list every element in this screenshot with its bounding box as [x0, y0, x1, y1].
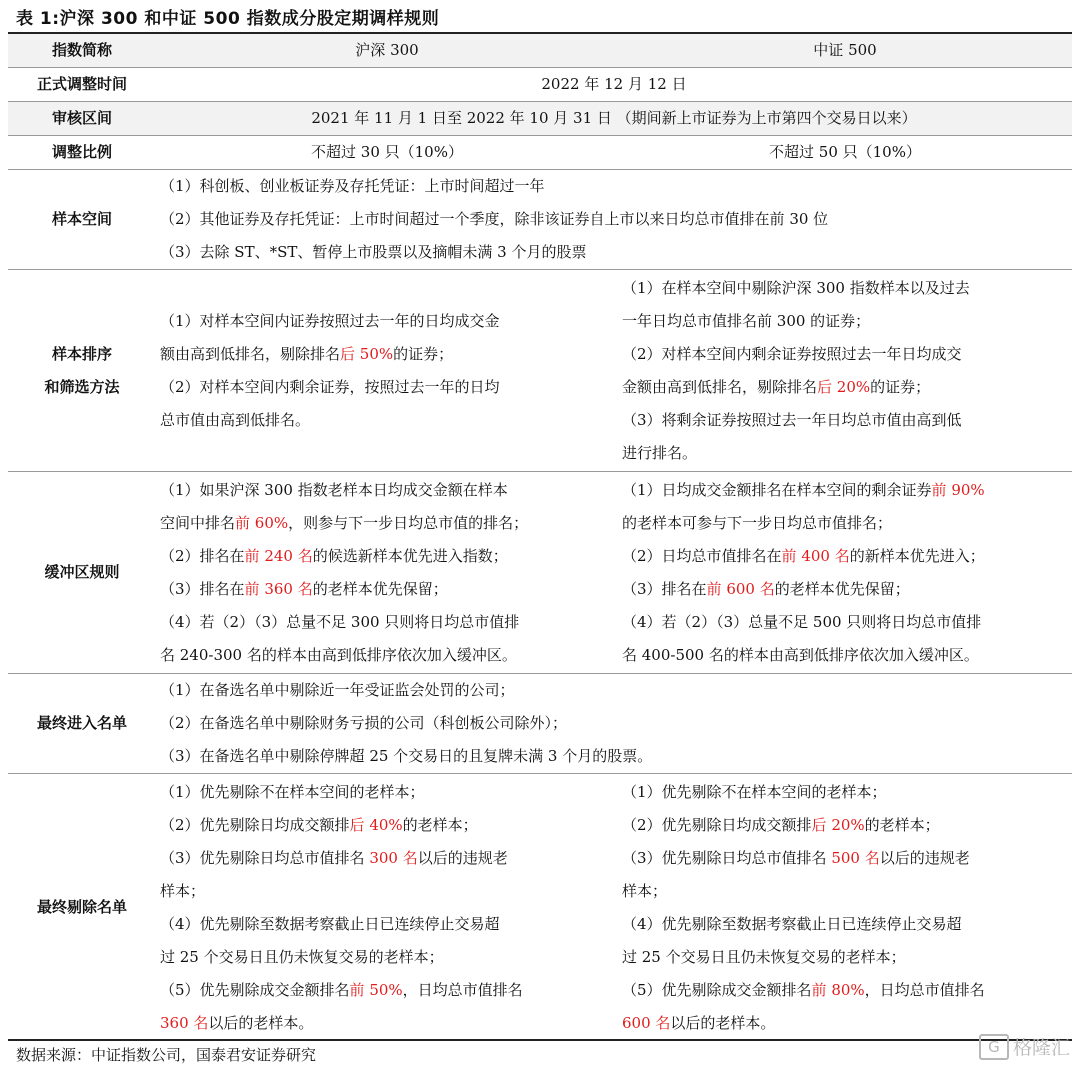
text-run: 以后的老样本。 [208, 1013, 314, 1032]
watermark-text: 格隆汇 [1012, 1037, 1070, 1059]
text-run: （2）排名在 [160, 546, 245, 565]
text-line: （1）在样本空间中剔除沪深 300 指数样本以及过去 [622, 278, 970, 297]
text-line: 过 25 个交易日且仍未恢复交易的老样本； [160, 947, 444, 966]
text-line: （1）对样本空间内证券按照过去一年的日均成交金 [160, 311, 500, 330]
ranking-label [8, 270, 156, 472]
text-run: ，日均总市值排名 [864, 980, 985, 999]
text-line [160, 974, 614, 1007]
sample-space-line-3: （3）去除 ST、*ST、暂停上市股票以及摘帽未满 3 个月的股票 [160, 243, 587, 261]
text-line [160, 842, 614, 875]
highlight-text: 后 50% [340, 344, 394, 363]
buffer-col1 [156, 472, 618, 674]
ranking-col1 [156, 270, 618, 472]
text-line: （2）对样本空间内剩余证券按照过去一年日均成交 [622, 344, 962, 363]
text-line: 过 25 个交易日且仍未恢复交易的老样本； [622, 947, 906, 966]
text-run: 额由高到低排名，剔除排名 [160, 344, 341, 363]
adjust-ratio-col2: 不超过 50 只（10%） [618, 136, 1072, 170]
highlight-text: 600 名 [622, 1013, 671, 1032]
highlight-text: 前 600 名 [706, 579, 775, 598]
buffer-col2 [618, 472, 1072, 674]
ranking-label-line-2: 和筛选方法 [44, 377, 120, 396]
text-run: （5）优先剔除成交金额排名 [160, 980, 350, 999]
bottom-rule [8, 1039, 1072, 1041]
buffer-label: 缓冲区规则 [8, 472, 156, 674]
header-label: 指数简称 [8, 34, 156, 68]
text-line: 名 400-500 名的样本由高到低排序依次加入缓冲区。 [622, 645, 979, 664]
text-run: （2）优先剔除日均成交额排 [160, 815, 350, 834]
sample-space-row [8, 170, 1072, 270]
ranking-label-line-1: 样本排序 [51, 344, 112, 363]
final-entry-label: 最终进入名单 [8, 674, 156, 774]
highlight-text: 前 60% [235, 513, 289, 532]
highlight-text: 后 20% [817, 377, 871, 396]
review-period-value: 2021 年 11 月 1 日至 2022 年 10 月 31 日 （期间新上市证券为上市第四个交易日以来） [156, 102, 1072, 136]
text-line: 总市值由高到低排名。 [160, 410, 311, 429]
text-run: （3）优先剔除日均总市值排名 [622, 848, 832, 867]
text-line: （4）若（2）（3）总量不足 500 只则将日均总市值排 [622, 612, 982, 631]
source-note: 数据来源：中证指数公司，国泰君安证券研究 [16, 1046, 317, 1064]
final-entry-row [8, 674, 1072, 774]
text-line: 样本； [160, 881, 206, 900]
final-entry-content [156, 674, 1072, 774]
text-line [160, 540, 614, 573]
text-run: 以后的违规老 [417, 848, 508, 867]
header-col1: 沪深 300 [156, 34, 618, 68]
text-line [622, 974, 1068, 1007]
adjust-ratio-label: 调整比例 [8, 136, 156, 170]
final-removal-row [8, 774, 1072, 1042]
text-run: ，则参与下一步日均总市值的排名； [288, 513, 529, 532]
highlight-text: 前 80% [811, 980, 865, 999]
watermark [979, 1033, 1070, 1060]
rules-table [8, 34, 1072, 1042]
highlight-text: 500 名 [831, 848, 880, 867]
text-run: 空间中排名 [160, 513, 236, 532]
text-line [622, 573, 1068, 606]
text-run: 的候选新样本优先进入指数； [312, 546, 508, 565]
highlight-text: 前 50% [349, 980, 403, 999]
final-removal-label: 最终剔除名单 [36, 898, 127, 917]
adjust-time-value: 2022 年 12 月 12 日 [156, 68, 1072, 102]
final-removal-col1 [156, 774, 618, 1042]
text-line [160, 507, 614, 540]
table-title: 表 1:沪深 300 和中证 500 指数成分股定期调样规则 [16, 9, 440, 29]
text-run: 以后的老样本。 [670, 1013, 776, 1032]
highlight-text: 前 240 名 [244, 546, 313, 565]
text-run: ，日均总市值排名 [402, 980, 523, 999]
header-row [8, 34, 1072, 68]
text-line: （4）若（2）（3）总量不足 300 只则将日均总市值排 [160, 612, 520, 631]
final-entry-line-2: （2）在备选名单中剔除财务亏损的公司（科创板公司除外）； [160, 714, 568, 732]
buffer-row [8, 472, 1072, 674]
text-line: （1）优先剔除不在样本空间的老样本； [160, 782, 425, 801]
sample-space-line-2: （2）其他证券及存托凭证：上市时间超过一个季度，除非该证券自上市以来日均总市值排在前 30 位 [160, 210, 829, 228]
ranking-col2 [618, 270, 1072, 472]
adjust-ratio-col1: 不超过 30 只（10%） [156, 136, 618, 170]
text-run: （5）优先剔除成交金额排名 [622, 980, 812, 999]
text-run: （1）日均成交金额排名在样本空间的剩余证券 [622, 480, 932, 499]
text-line: 一年日均总市值排名前 300 的证券； [622, 311, 871, 330]
text-line: （1）优先剔除不在样本空间的老样本； [622, 782, 887, 801]
highlight-text: 后 20% [811, 815, 865, 834]
text-line: 名 240-300 名的样本由高到低排序依次加入缓冲区。 [160, 645, 517, 664]
text-line: （4）优先剔除至数据考察截止日已连续停止交易超 [622, 914, 962, 933]
sample-space-content [156, 170, 1072, 270]
adjust-time-row [8, 68, 1072, 102]
text-run: 金额由高到低排名，剔除排名 [622, 377, 818, 396]
text-run: 的证券； [870, 377, 931, 396]
highlight-text: 前 400 名 [781, 546, 850, 565]
adjust-ratio-row [8, 136, 1072, 170]
text-line: 进行排名。 [622, 443, 698, 462]
text-line [622, 540, 1068, 573]
text-run: （3）优先剔除日均总市值排名 [160, 848, 370, 867]
highlight-text: 360 名 [160, 1013, 209, 1032]
sample-space-line-1: （1）科创板、创业板证券及存托凭证：上市时间超过一年 [160, 177, 545, 195]
text-run: 的新样本优先进入； [849, 546, 985, 565]
text-line [622, 474, 1068, 507]
text-line [160, 338, 614, 371]
text-run: （3）排名在 [622, 579, 707, 598]
text-line [622, 842, 1068, 875]
text-run: （3）排名在 [160, 579, 245, 598]
ranking-row [8, 270, 1072, 472]
text-line [160, 1007, 614, 1040]
text-run: 的老样本； [864, 815, 940, 834]
text-run: 的证券； [393, 344, 454, 363]
text-line: 样本； [622, 881, 668, 900]
text-run: （2）日均总市值排名在 [622, 546, 782, 565]
header-col2: 中证 500 [618, 34, 1072, 68]
text-line: 的老样本可参与下一步日均总市值排名； [622, 513, 893, 532]
highlight-text: 300 名 [369, 848, 418, 867]
text-line [622, 371, 1068, 404]
text-line [160, 573, 614, 606]
final-removal-col2 [618, 774, 1072, 1042]
sample-space-label: 样本空间 [8, 170, 156, 270]
text-run: 以后的违规老 [879, 848, 970, 867]
text-line: （3）将剩余证券按照过去一年日均总市值由高到低 [622, 410, 962, 429]
text-line: （2）对样本空间内剩余证券，按照过去一年的日均 [160, 377, 500, 396]
text-run: 的老样本优先保留； [312, 579, 448, 598]
text-line: （4）优先剔除至数据考察截止日已连续停止交易超 [160, 914, 500, 933]
review-period-row [8, 102, 1072, 136]
highlight-text: 后 40% [349, 815, 403, 834]
text-run: 的老样本优先保留； [774, 579, 910, 598]
review-period-label: 审核区间 [8, 102, 156, 136]
watermark-logo-icon: G [979, 1034, 1009, 1060]
text-line [622, 809, 1068, 842]
final-entry-line-3: （3）在备选名单中剔除停牌超 25 个交易日的且复牌未满 3 个月的股票。 [160, 747, 653, 765]
text-line: （1）如果沪深 300 指数老样本日均成交金额在样本 [160, 480, 508, 499]
highlight-text: 前 360 名 [244, 579, 313, 598]
highlight-text: 前 90% [931, 480, 985, 499]
text-run: 的老样本； [402, 815, 478, 834]
text-run: （2）优先剔除日均成交额排 [622, 815, 812, 834]
text-line [160, 809, 614, 842]
final-entry-line-1: （1）在备选名单中剔除近一年受证监会处罚的公司； [160, 681, 515, 699]
adjust-time-label: 正式调整时间 [8, 68, 156, 102]
